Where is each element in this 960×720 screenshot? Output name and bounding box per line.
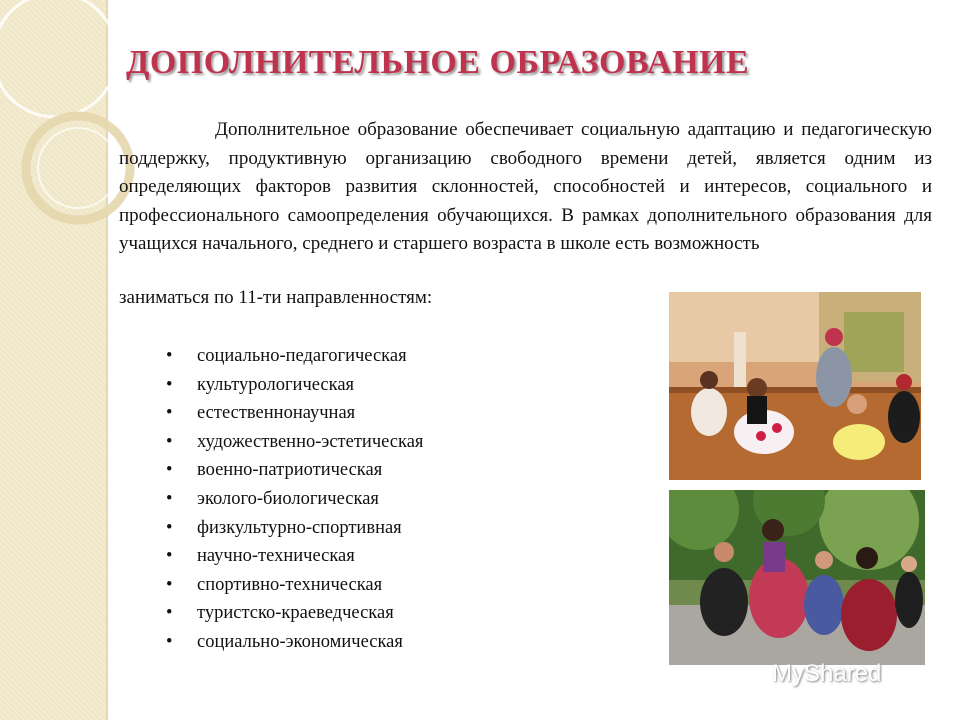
page-title: ДОПОЛНИТЕЛЬНОЕ ОБРАЗОВАНИЕ <box>126 44 750 81</box>
list-item: • социально-экономическая <box>166 631 403 652</box>
stage-performance-photo <box>669 292 921 480</box>
list-item: • эколого-биологическая <box>166 488 379 509</box>
directions-list <box>166 342 423 657</box>
list-item: • художественно-эстетическая <box>166 431 424 452</box>
list-item: • научно-техническая <box>166 546 355 567</box>
watermark: MyShared <box>772 660 882 687</box>
intro-last-line: заниматься по 11-ти направленностям: <box>119 287 433 308</box>
list-item: • туристско-краеведческая <box>166 603 394 624</box>
list-item: • военно-патриотическая <box>166 460 383 481</box>
list-item: • социально-педагогическая <box>166 346 407 366</box>
intro-paragraph: Дополнительное образование обеспечивает социальную адаптацию и педагогическую поддержку, продуктивную организацию свободного времени детей, является одним из определяющих факторов развития склонностей, способностей и интересов, социального и профессионального самоопределения обучающихся. В рамках дополнительного образования для учащихся начального, среднего и старшего возраста в школе есть возможность <box>119 119 932 254</box>
list-item: • культурологическая <box>166 374 355 395</box>
outdoor-dance-photo <box>669 490 925 665</box>
list-item: • спортивно-техническая <box>166 574 383 595</box>
list-item: • естественнонаучная <box>166 403 356 424</box>
list-item: • физкультурно-спортивная <box>166 517 402 538</box>
